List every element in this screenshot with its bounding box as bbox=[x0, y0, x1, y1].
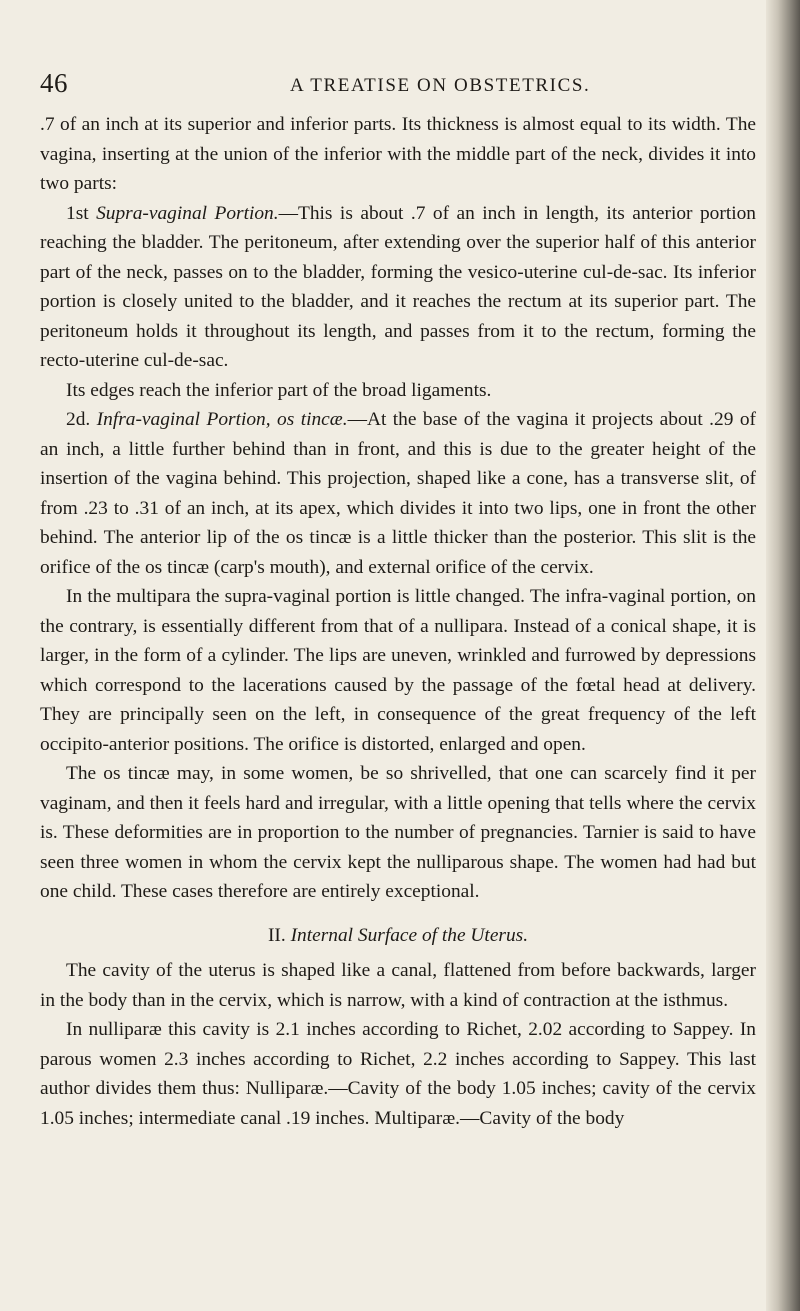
page-edge-shadow bbox=[766, 0, 800, 1311]
paragraph: In the multipara the supra-vaginal portion is little changed. The infra-vaginal portion, on the contrary, is essentially different from that of a nullipara. Instead of a conical shape, it is larger, in the form of a cylinder. The lips are uneven, wrinkled and furrowed by depressions which correspond to the lacerations caused by the passage of the fœtal head at delivery. They are principally seen on the left, in consequence of the great frequency of the left occipito-anterior positions. The orifice is distorted, enlarged and open. bbox=[40, 586, 756, 755]
section-heading bbox=[40, 921, 756, 951]
running-title: A TREATISE ON OBSTETRICS. bbox=[290, 75, 591, 96]
term-supra-vaginal: Supra-vaginal Portion. bbox=[96, 202, 279, 224]
paragraph: .7 of an inch at its superior and inferior parts. Its thickness is almost equal to its width. The vagina, inserting at the union of the inferior with the middle part of the neck, divides it into two parts: bbox=[40, 114, 756, 194]
paragraph bbox=[40, 405, 756, 582]
paragraph: In nulliparæ this cavity is 2.1 inches according to Richet, 2.02 according to Sappey. In parous women 2.3 inches according to Richet, 2.2 inches according to Sappey. This last author divides them thus: Nulliparæ.—Cavity of the body 1.05 inches; cavity of the cervix 1.05 inches; intermediate canal .19 inches. Multiparæ.—Cavity of the body bbox=[40, 1019, 756, 1129]
paragraph: The cavity of the uterus is shaped like a canal, flattened from before backwards, larger in the body than in the cervix, which is narrow, with a kind of contraction at the isthmus. bbox=[40, 960, 756, 1011]
paragraph-lead: 1st bbox=[66, 202, 97, 224]
paragraph-text: —At the base of the vagina it projects about .29 of an inch, a little further behind than in front, and this is due to the greater height of the insertion of the vagina behind. This projection, shaped like a cone, has a transverse slit, of from .23 to .31 of an inch, at its apex, which divides it into two lips, one in front the other behind. The anterior lip of the os tincæ is a little thicker than the posterior. This slit is the orifice of the os tincæ (carp's mouth), and external orifice of the cervix. bbox=[40, 409, 756, 578]
page-header bbox=[40, 62, 750, 102]
section-title: Internal Surface of the Uterus. bbox=[290, 924, 529, 946]
paragraph-text: —This is about .7 of an inch in length, its anterior portion reaching the bladder. The peritoneum, after extending over the superior half of this anterior part of the neck, passes on to the bladder, forming the vesico-uterine cul-de-sac. Its inferior portion is closely united to the bladder, and it reaches the rectum at its superior part. The peritoneum holds it throughout its length, and passes from it to the rectum, forming the recto-uterine cul-de-sac. bbox=[40, 202, 756, 371]
body-text bbox=[40, 110, 756, 1133]
section-numeral: II. bbox=[267, 924, 291, 946]
paragraph: The os tincæ may, in some women, be so shrivelled, that one can scarcely find it per vaginam, and then it feels hard and irregular, with a little opening that tells where the cervix is. These deformities are in proportion to the number of pregnancies. Tarnier is said to have seen three women in whom the cervix kept the nulliparous shape. The women had had but one child. These cases therefore are entirely exceptional. bbox=[40, 763, 756, 902]
paragraph-lead: 2d. bbox=[66, 409, 97, 430]
paragraph bbox=[40, 199, 756, 376]
term-infra-vaginal: Infra-vaginal Portion, os tincæ. bbox=[96, 409, 348, 430]
paragraph: Its edges reach the inferior part of the broad ligaments. bbox=[66, 379, 492, 401]
page-number: 46 bbox=[40, 68, 68, 98]
